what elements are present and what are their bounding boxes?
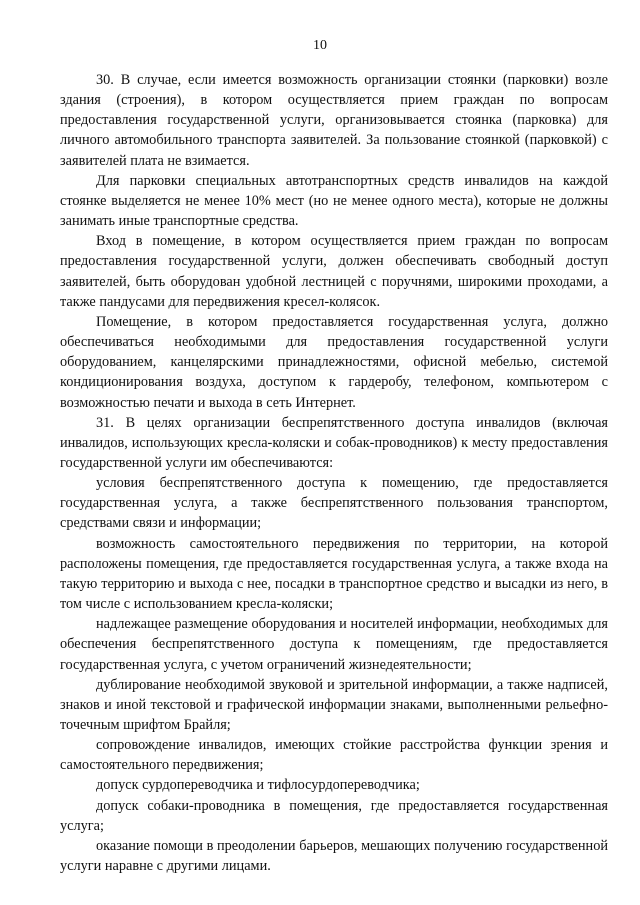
list-item-escort: сопровождение инвалидов, имеющих стойкие расстройства функции зрения и самостоятельного передвижения; [60,737,608,774]
paragraph-premises-equipment: Помещение, в котором предоставляется государственная услуга, должно обеспечиваться необходимыми для предоставления государственной услуги оборудованием, канцелярскими принадлежностями, офисной мебелью, системой кондиционирования воздуха, доступом к гардеробу, телефоном, компьютером с возможностью печати и выхода в сеть Интернет. [60,313,608,411]
list-item-braille-duplication: дублирование необходимой звуковой и зрительной информации, а также надписей, знаков и иной текстовой и графической информации знаками, выполненными рельефно-точечным шрифтом Брайля; [60,676,608,733]
list-item-barrier-assistance: оказание помощи в преодолении барьеров, мешающих получению государственной услуги наравне с другими лицами. [60,837,608,875]
document-body [60,70,608,876]
paragraph-31-accessibility: 31. В целях организации беспрепятственного доступа инвалидов (включая инвалидов, использующих кресла-коляски и собак-проводников) к месту предоставления государственной услуги им обеспечиваются: [60,414,608,471]
list-item-equipment-placement: надлежащее размещение оборудования и носителей информации, необходимых для обеспечения беспрепятственного доступа к помещениям, где предоставляется государственная услуга, с учетом ограничений жизнедеятельности; [60,616,608,673]
paragraph-disabled-parking: Для парковки специальных автотранспортных средств инвалидов на каждой стоянке выделяется не менее 10% мест (но не менее одного места), которые не должны занимать иные транспортные средства. [60,172,608,230]
page-number: 10 [313,38,327,53]
list-item-guide-dog: допуск собаки-проводника в помещения, где предоставляется государственная услуга; [60,797,608,834]
paragraph-30-parking: 30. В случае, если имеется возможность организации стоянки (парковки) возле здания (строения), в котором осуществляется прием граждан по вопросам предоставления государственной услуги, организовывается стоянка (парковка) для личного автомобильного транспорта заявителей. За пользование стоянкой (парковкой) с заявителей плата не взимается. [60,72,608,169]
list-item-sign-interpreter: допуск сурдопереводчика и тифлосурдопереводчика; [96,777,420,794]
list-item-independent-movement: возможность самостоятельного передвижения по территории, на которой расположены помещения, где предоставляется государственная услуга, а также входа на такую территорию и выхода с нее, посадки в транспортное средство и высадки из него, в том числе с использованием кресла-коляски; [60,535,608,613]
list-item-access-conditions: условия беспрепятственного доступа к помещению, где предоставляется государственная услуга, а также беспрепятственного пользования транспортом, средствами связи и информации; [60,475,608,532]
paragraph-entrance: Вход в помещение, в котором осуществляется прием граждан по вопросам предоставления государственной услуги, должен обеспечивать свободный доступ заявителей, быть оборудован удобной лестницей с поручнями, широкими проходами, а также пандусами для передвижения кресел-колясок. [60,233,608,310]
